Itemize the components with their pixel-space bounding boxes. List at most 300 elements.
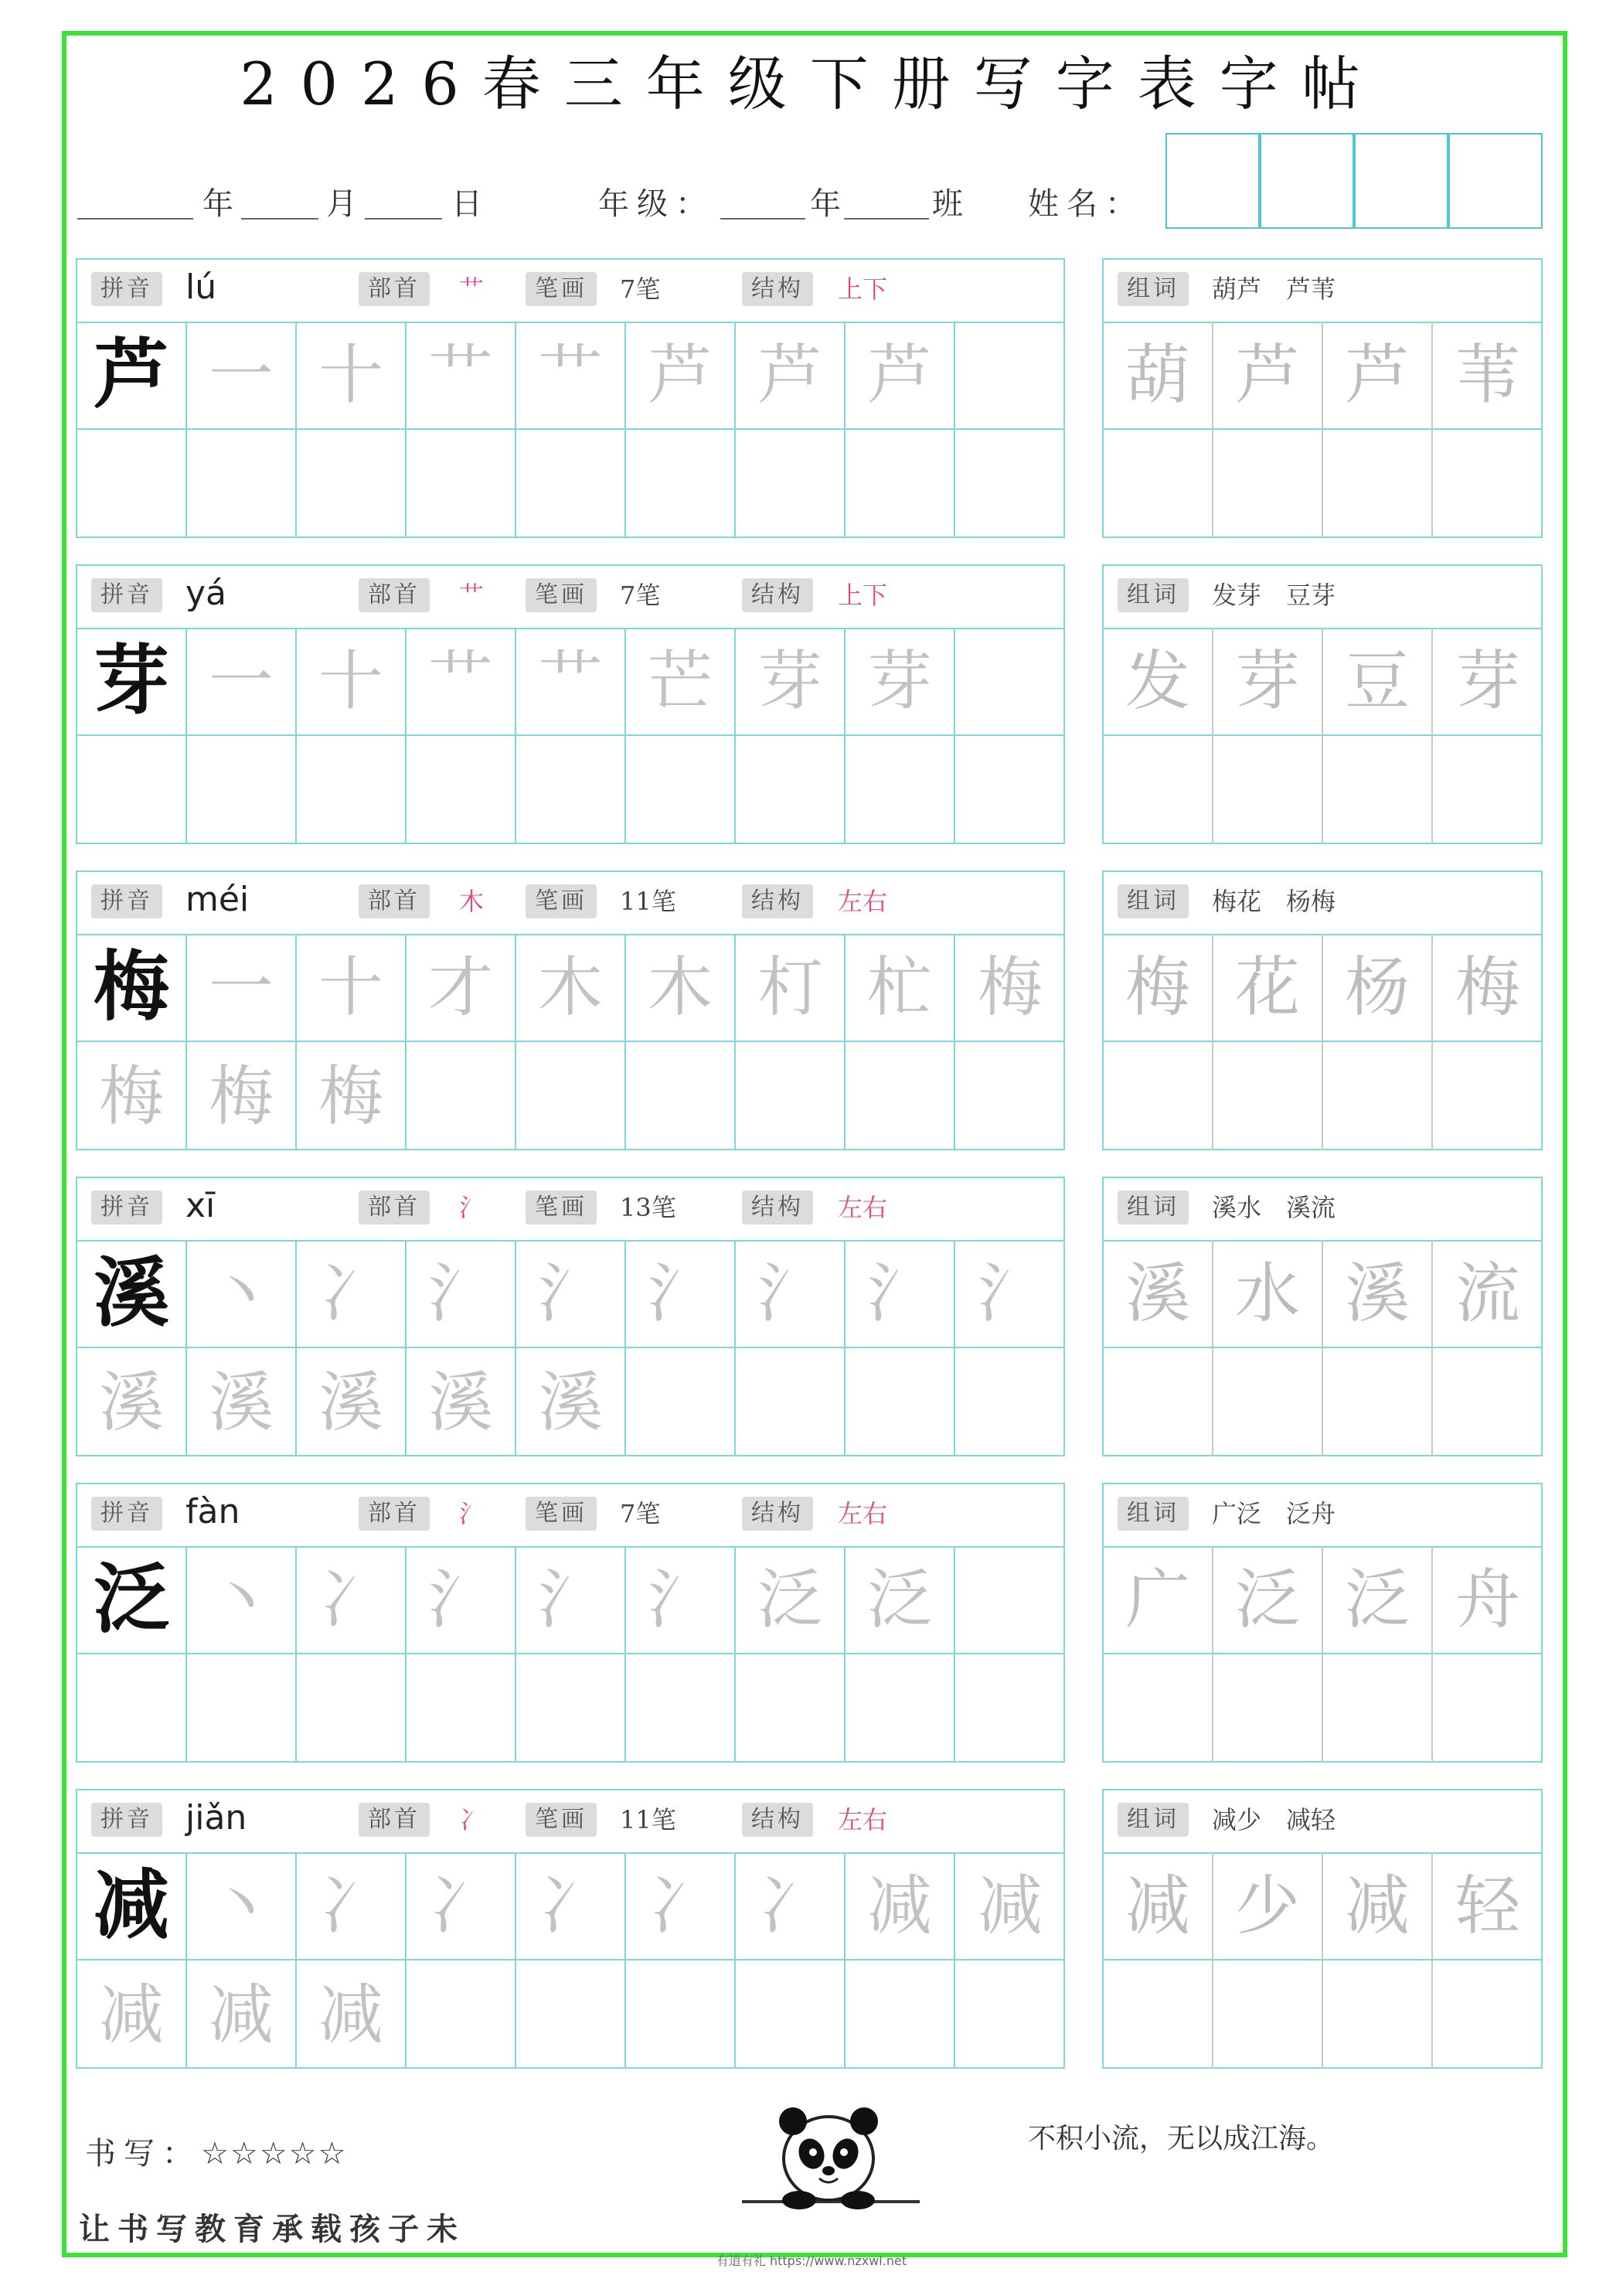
source-line: 有道有礼 https://www.nzxwl.net bbox=[716, 2253, 907, 2268]
radical-tag: 部首 bbox=[359, 1497, 430, 1531]
grid-cell[interactable] bbox=[846, 1042, 955, 1150]
grid-cell[interactable] bbox=[846, 628, 955, 736]
stroke-step: 泛 bbox=[757, 1562, 822, 1637]
grid-cell[interactable] bbox=[736, 1042, 846, 1150]
name-box-4[interactable] bbox=[1448, 133, 1543, 229]
grid-cell[interactable] bbox=[187, 934, 297, 1042]
strokes-value: 13笔 bbox=[620, 1193, 676, 1222]
grid-cell[interactable] bbox=[1104, 934, 1213, 1042]
stroke-step: 氵 bbox=[977, 1255, 1043, 1331]
class-label: 班 bbox=[932, 186, 963, 222]
grid-cell[interactable] bbox=[407, 1654, 516, 1763]
words-value: 梅花 杨梅 bbox=[1212, 887, 1336, 916]
grid-cell[interactable] bbox=[297, 1240, 407, 1348]
grid-cell[interactable] bbox=[1433, 1960, 1543, 2069]
grid-cell[interactable] bbox=[407, 628, 516, 736]
grid-cell[interactable] bbox=[77, 322, 187, 430]
stroke-step: 芽 bbox=[866, 643, 932, 719]
grid-cell[interactable] bbox=[297, 934, 407, 1042]
word-character: 溪 bbox=[1344, 1255, 1410, 1331]
grid-cell[interactable] bbox=[1323, 934, 1433, 1042]
stroke-step: 溪 bbox=[537, 1364, 603, 1440]
grid-cell[interactable] bbox=[407, 736, 516, 844]
grid-cell[interactable] bbox=[1213, 1852, 1323, 1960]
grid-cell[interactable] bbox=[1323, 1852, 1433, 1960]
pinyin-tag: 拼音 bbox=[91, 1191, 162, 1225]
word-character: 广 bbox=[1125, 1562, 1190, 1637]
grid-cell[interactable] bbox=[1213, 1042, 1323, 1150]
strokes-tag: 笔画 bbox=[526, 578, 597, 612]
radical-tag: 部首 bbox=[359, 1191, 430, 1225]
structure-tag: 结构 bbox=[742, 1191, 813, 1225]
radical-value: 艹 bbox=[459, 274, 485, 304]
word-character: 葫 bbox=[1125, 337, 1190, 413]
name-box-3[interactable] bbox=[1354, 133, 1448, 229]
grid-cell[interactable] bbox=[626, 1654, 736, 1763]
grid-cell[interactable] bbox=[626, 1546, 736, 1654]
grid-cell[interactable] bbox=[1213, 1654, 1323, 1763]
grid-cell[interactable] bbox=[1323, 430, 1433, 538]
day-blank[interactable] bbox=[365, 218, 442, 220]
word-character: 轻 bbox=[1455, 1868, 1520, 1943]
stroke-step: 减 bbox=[318, 1977, 383, 2052]
stroke-step: 十 bbox=[318, 337, 383, 413]
pinyin-tag: 拼音 bbox=[91, 578, 162, 612]
grid-cell[interactable] bbox=[516, 736, 626, 844]
grid-cell[interactable] bbox=[1104, 1546, 1213, 1654]
grid-cell[interactable] bbox=[1323, 1042, 1433, 1150]
grid-cell[interactable] bbox=[407, 430, 516, 538]
grid-cell[interactable] bbox=[1323, 1240, 1433, 1348]
char-card-header bbox=[77, 1790, 1063, 1854]
char-card-header bbox=[77, 566, 1063, 629]
grid-cell[interactable] bbox=[1213, 934, 1323, 1042]
grid-cell[interactable] bbox=[187, 1852, 297, 1960]
grid-cell[interactable] bbox=[1213, 1546, 1323, 1654]
strokes-tag: 笔画 bbox=[526, 1497, 597, 1531]
words-tag: 组词 bbox=[1118, 1803, 1189, 1837]
grid-cell[interactable] bbox=[1433, 1654, 1543, 1763]
char-card-0 bbox=[76, 258, 1065, 538]
stroke-step: 才 bbox=[427, 949, 493, 1025]
strokes-value: 11笔 bbox=[620, 887, 676, 916]
grid-cell[interactable] bbox=[1104, 430, 1213, 538]
pinyin-value: yá bbox=[185, 574, 227, 613]
grid-cell[interactable] bbox=[77, 430, 187, 538]
stroke-step: 氵 bbox=[757, 1255, 822, 1331]
grade-blank[interactable] bbox=[720, 218, 805, 220]
grid-cell[interactable] bbox=[516, 1654, 626, 1763]
word-character: 舟 bbox=[1455, 1562, 1520, 1637]
word-card-4 bbox=[1102, 1483, 1543, 1763]
word-card-header bbox=[1104, 566, 1541, 629]
word-character: 芦 bbox=[1234, 337, 1300, 413]
grid-cell[interactable] bbox=[955, 934, 1065, 1042]
grid-cell[interactable] bbox=[297, 1960, 407, 2069]
grade-label: 年级： bbox=[598, 186, 714, 222]
grid-cell[interactable] bbox=[407, 1240, 516, 1348]
motto: 不积小流，无以成江海。 bbox=[1028, 2123, 1335, 2155]
radical-value: 氵 bbox=[459, 1193, 485, 1222]
grid-cell[interactable] bbox=[846, 1546, 955, 1654]
grid-cell[interactable] bbox=[187, 1654, 297, 1763]
grid-cell[interactable] bbox=[516, 1348, 626, 1456]
stroke-step: 丶 bbox=[208, 1255, 274, 1331]
grid-cell[interactable] bbox=[297, 1852, 407, 1960]
word-card-3 bbox=[1102, 1177, 1543, 1456]
grid-cell[interactable] bbox=[516, 1546, 626, 1654]
grid-cell[interactable] bbox=[187, 1348, 297, 1456]
grid-cell[interactable] bbox=[187, 736, 297, 844]
words-tag: 组词 bbox=[1118, 884, 1189, 918]
stroke-step: 一 bbox=[208, 949, 274, 1025]
grid-cell[interactable] bbox=[187, 628, 297, 736]
name-box-2[interactable] bbox=[1260, 133, 1354, 229]
word-card-header bbox=[1104, 260, 1541, 323]
grid-cell[interactable] bbox=[1433, 1240, 1543, 1348]
grid-cell[interactable] bbox=[407, 1960, 516, 2069]
grid-cell[interactable] bbox=[626, 430, 736, 538]
grid-cell[interactable] bbox=[1433, 1852, 1543, 1960]
grid-cell[interactable] bbox=[1323, 1546, 1433, 1654]
stroke-step: 溪 bbox=[427, 1364, 493, 1440]
grid-cell[interactable] bbox=[1323, 628, 1433, 736]
grid-cell[interactable] bbox=[736, 1852, 846, 1960]
grid-cell[interactable] bbox=[1323, 1654, 1433, 1763]
stroke-step: 芽 bbox=[757, 643, 822, 719]
year-blank[interactable] bbox=[77, 218, 193, 220]
stroke-step: 梅 bbox=[977, 949, 1043, 1025]
grid-cell[interactable] bbox=[1433, 628, 1543, 736]
grid-cell[interactable] bbox=[187, 1240, 297, 1348]
grid-cell[interactable] bbox=[1104, 1852, 1213, 1960]
grid-cell[interactable] bbox=[77, 1546, 187, 1654]
words-value: 发芽 豆芽 bbox=[1212, 581, 1336, 610]
grid-cell[interactable] bbox=[846, 1960, 955, 2069]
grid-cell[interactable] bbox=[1213, 628, 1323, 736]
radical-value: 木 bbox=[459, 887, 485, 916]
grid-cell[interactable] bbox=[1104, 1348, 1213, 1456]
grid-cell[interactable] bbox=[1213, 1960, 1323, 2069]
grid-cell[interactable] bbox=[187, 322, 297, 430]
grid-cell[interactable] bbox=[516, 1042, 626, 1150]
pinyin-tag: 拼音 bbox=[91, 884, 162, 918]
pinyin-value: jiǎn bbox=[185, 1798, 247, 1838]
writing-rating-label: 书写：☆☆☆☆☆ bbox=[85, 2136, 348, 2172]
grid-cell[interactable] bbox=[407, 1852, 516, 1960]
model-character: 泛 bbox=[93, 1555, 169, 1644]
grid-cell[interactable] bbox=[955, 430, 1065, 538]
grid-cell[interactable] bbox=[77, 1654, 187, 1763]
char-card-3 bbox=[76, 1177, 1065, 1456]
grid-cell[interactable] bbox=[736, 322, 846, 430]
month-blank[interactable] bbox=[241, 218, 318, 220]
grid-cell[interactable] bbox=[77, 736, 187, 844]
words-value: 葫芦 芦苇 bbox=[1212, 274, 1336, 304]
structure-value: 左右 bbox=[838, 1805, 888, 1834]
grid-cell[interactable] bbox=[297, 322, 407, 430]
grid-cell[interactable] bbox=[1323, 1348, 1433, 1456]
stroke-step: 氵 bbox=[427, 1255, 493, 1331]
char-card-4 bbox=[76, 1483, 1065, 1763]
month-label: 月 bbox=[326, 186, 357, 222]
grid-cell[interactable] bbox=[736, 1348, 846, 1456]
grid-cell[interactable] bbox=[1433, 934, 1543, 1042]
char-card-1 bbox=[76, 564, 1065, 844]
strokes-tag: 笔画 bbox=[526, 884, 597, 918]
grid-cell[interactable] bbox=[77, 628, 187, 736]
grid-cell[interactable] bbox=[955, 322, 1065, 430]
radical-tag: 部首 bbox=[359, 1803, 430, 1837]
grid-cell[interactable] bbox=[626, 628, 736, 736]
grid-cell[interactable] bbox=[846, 736, 955, 844]
grid-cell[interactable] bbox=[516, 1960, 626, 2069]
stroke-step: 一 bbox=[208, 337, 274, 413]
grid-cell[interactable] bbox=[516, 1852, 626, 1960]
grid-cell[interactable] bbox=[1323, 1960, 1433, 2069]
strokes-value: 11笔 bbox=[620, 1805, 676, 1834]
words-tag: 组词 bbox=[1118, 1497, 1189, 1531]
radical-value: 艹 bbox=[459, 581, 485, 610]
rating-stars[interactable]: ☆☆☆☆☆ bbox=[201, 2136, 348, 2172]
word-character: 减 bbox=[1125, 1868, 1190, 1943]
char-card-header bbox=[77, 260, 1063, 323]
structure-value: 上下 bbox=[838, 274, 888, 304]
word-card-header bbox=[1104, 1178, 1541, 1242]
grid-cell[interactable] bbox=[77, 1042, 187, 1150]
word-character: 花 bbox=[1234, 949, 1300, 1025]
grid-cell[interactable] bbox=[955, 1348, 1065, 1456]
grid-cell[interactable] bbox=[736, 1546, 846, 1654]
grid-cell[interactable] bbox=[1213, 736, 1323, 844]
grid-cell[interactable] bbox=[736, 1240, 846, 1348]
grid-cell[interactable] bbox=[846, 322, 955, 430]
grid-cell[interactable] bbox=[1433, 1546, 1543, 1654]
grid-cell[interactable] bbox=[77, 1240, 187, 1348]
words-value: 减少 减轻 bbox=[1212, 1805, 1336, 1834]
structure-value: 左右 bbox=[838, 1499, 888, 1528]
word-character: 梅 bbox=[1125, 949, 1190, 1025]
stroke-step: 氵 bbox=[427, 1562, 493, 1637]
grid-cell[interactable] bbox=[1323, 736, 1433, 844]
char-card-header bbox=[77, 1178, 1063, 1242]
grid-cell[interactable] bbox=[187, 430, 297, 538]
grid-cell[interactable] bbox=[846, 430, 955, 538]
stroke-step: 冫 bbox=[318, 1255, 383, 1331]
grid-cell[interactable] bbox=[736, 934, 846, 1042]
stroke-step: 减 bbox=[866, 1868, 932, 1943]
model-character: 溪 bbox=[93, 1248, 169, 1337]
words-tag: 组词 bbox=[1118, 272, 1189, 306]
word-character: 泛 bbox=[1234, 1562, 1300, 1637]
class-blank[interactable] bbox=[844, 218, 929, 220]
radical-tag: 部首 bbox=[359, 578, 430, 612]
word-card-0 bbox=[1102, 258, 1543, 538]
word-character: 溪 bbox=[1125, 1255, 1190, 1331]
stroke-step: 梅 bbox=[318, 1058, 383, 1134]
grid-cell[interactable] bbox=[407, 1348, 516, 1456]
pinyin-value: xī bbox=[185, 1186, 216, 1225]
radical-value: 冫 bbox=[459, 1805, 485, 1834]
grid-cell[interactable] bbox=[1213, 430, 1323, 538]
grid-cell[interactable] bbox=[1323, 322, 1433, 430]
stroke-step: 芦 bbox=[866, 337, 932, 413]
stroke-step: 泛 bbox=[866, 1562, 932, 1637]
grid-cell[interactable] bbox=[736, 1960, 846, 2069]
stroke-step: 艹 bbox=[537, 643, 603, 719]
grid-cell[interactable] bbox=[846, 1240, 955, 1348]
name-box-1[interactable] bbox=[1165, 133, 1260, 229]
structure-tag: 结构 bbox=[742, 884, 813, 918]
structure-value: 左右 bbox=[838, 887, 888, 916]
grid-cell[interactable] bbox=[846, 1654, 955, 1763]
grid-cell[interactable] bbox=[516, 430, 626, 538]
grid-cell[interactable] bbox=[1433, 430, 1543, 538]
word-card-header bbox=[1104, 1790, 1541, 1854]
stroke-step: 艹 bbox=[427, 337, 493, 413]
structure-value: 左右 bbox=[838, 1193, 888, 1222]
grid-cell[interactable] bbox=[1433, 322, 1543, 430]
word-card-2 bbox=[1102, 870, 1543, 1150]
grid-cell[interactable] bbox=[516, 628, 626, 736]
grid-cell[interactable] bbox=[1104, 1654, 1213, 1763]
stroke-step: 氵 bbox=[647, 1562, 713, 1637]
grid-cell[interactable] bbox=[955, 1960, 1065, 2069]
grid-cell[interactable] bbox=[846, 1348, 955, 1456]
grid-cell[interactable] bbox=[77, 1348, 187, 1456]
word-character: 发 bbox=[1125, 643, 1190, 719]
structure-value: 上下 bbox=[838, 581, 888, 610]
grid-cell[interactable] bbox=[955, 736, 1065, 844]
grid-cell[interactable] bbox=[955, 1852, 1065, 1960]
word-character: 芽 bbox=[1234, 643, 1300, 719]
grid-cell[interactable] bbox=[1104, 1960, 1213, 2069]
grid-cell[interactable] bbox=[77, 934, 187, 1042]
grid-cell[interactable] bbox=[516, 322, 626, 430]
day-label: 日 bbox=[451, 186, 482, 222]
grid-cell[interactable] bbox=[407, 322, 516, 430]
word-character: 芦 bbox=[1344, 337, 1410, 413]
grid-cell[interactable] bbox=[626, 1348, 736, 1456]
grid-cell[interactable] bbox=[516, 1240, 626, 1348]
pinyin-value: lú bbox=[185, 267, 217, 307]
grid-cell[interactable] bbox=[736, 628, 846, 736]
grid-cell[interactable] bbox=[1104, 322, 1213, 430]
grid-cell[interactable] bbox=[626, 736, 736, 844]
grid-cell[interactable] bbox=[516, 934, 626, 1042]
grid-cell[interactable] bbox=[407, 1042, 516, 1150]
word-character: 芽 bbox=[1455, 643, 1520, 719]
grid-cell[interactable] bbox=[297, 736, 407, 844]
word-character: 流 bbox=[1455, 1255, 1520, 1331]
stroke-step: 冫 bbox=[537, 1868, 603, 1943]
grid-cell[interactable] bbox=[297, 1546, 407, 1654]
model-character: 梅 bbox=[93, 942, 169, 1031]
stroke-step: 梅 bbox=[98, 1058, 164, 1134]
word-character: 水 bbox=[1234, 1255, 1300, 1331]
char-card-5 bbox=[76, 1789, 1065, 2069]
stroke-step: 氵 bbox=[647, 1255, 713, 1331]
grade-unit-label: 年 bbox=[810, 186, 841, 222]
grid-cell[interactable] bbox=[407, 1546, 516, 1654]
stroke-step: 冫 bbox=[757, 1868, 822, 1943]
grid-cell[interactable] bbox=[187, 1042, 297, 1150]
grid-cell[interactable] bbox=[1213, 322, 1323, 430]
stroke-step: 丶 bbox=[208, 1562, 274, 1637]
strokes-tag: 笔画 bbox=[526, 1191, 597, 1225]
model-character: 芽 bbox=[93, 636, 169, 725]
grid-cell[interactable] bbox=[626, 1852, 736, 1960]
grid-cell[interactable] bbox=[955, 1042, 1065, 1150]
grid-cell[interactable] bbox=[955, 1240, 1065, 1348]
grid-cell[interactable] bbox=[1104, 736, 1213, 844]
grid-cell[interactable] bbox=[955, 628, 1065, 736]
grid-cell[interactable] bbox=[1433, 1348, 1543, 1456]
grid-cell[interactable] bbox=[297, 1654, 407, 1763]
grid-cell[interactable] bbox=[626, 1042, 736, 1150]
grid-cell[interactable] bbox=[846, 1852, 955, 1960]
structure-tag: 结构 bbox=[742, 1497, 813, 1531]
structure-tag: 结构 bbox=[742, 578, 813, 612]
grid-cell[interactable] bbox=[1104, 1042, 1213, 1150]
word-character: 梅 bbox=[1455, 949, 1520, 1025]
grid-cell[interactable] bbox=[626, 934, 736, 1042]
grid-cell[interactable] bbox=[187, 1960, 297, 2069]
stroke-step: 溪 bbox=[98, 1364, 164, 1440]
grid-cell[interactable] bbox=[297, 1042, 407, 1150]
grid-cell[interactable] bbox=[297, 430, 407, 538]
word-card-5 bbox=[1102, 1789, 1543, 2069]
stroke-step: 冫 bbox=[318, 1868, 383, 1943]
word-card-header bbox=[1104, 872, 1541, 935]
stroke-step: 艹 bbox=[427, 643, 493, 719]
word-card-header bbox=[1104, 1484, 1541, 1548]
grid-cell[interactable] bbox=[846, 934, 955, 1042]
grid-cell[interactable] bbox=[736, 736, 846, 844]
grid-cell[interactable] bbox=[77, 1852, 187, 1960]
grid-cell[interactable] bbox=[955, 1546, 1065, 1654]
stroke-step: 减 bbox=[98, 1977, 164, 2052]
grid-cell[interactable] bbox=[626, 1240, 736, 1348]
grid-cell[interactable] bbox=[955, 1654, 1065, 1763]
grid-cell[interactable] bbox=[626, 322, 736, 430]
slogan: 让书写教育承载孩子未 bbox=[79, 2211, 465, 2247]
strokes-tag: 笔画 bbox=[526, 1803, 597, 1837]
grid-cell[interactable] bbox=[1213, 1348, 1323, 1456]
grid-cell[interactable] bbox=[407, 934, 516, 1042]
stroke-step: 减 bbox=[977, 1868, 1043, 1943]
grid-cell[interactable] bbox=[1213, 1240, 1323, 1348]
grid-cell[interactable] bbox=[77, 1960, 187, 2069]
stroke-step: 芦 bbox=[647, 337, 713, 413]
grid-cell[interactable] bbox=[297, 1348, 407, 1456]
word-character: 泛 bbox=[1344, 1562, 1410, 1637]
grid-cell[interactable] bbox=[1433, 1042, 1543, 1150]
stroke-step: 丶 bbox=[208, 1868, 274, 1943]
grid-cell[interactable] bbox=[187, 1546, 297, 1654]
grid-cell[interactable] bbox=[736, 1654, 846, 1763]
grid-cell[interactable] bbox=[626, 1960, 736, 2069]
grid-cell[interactable] bbox=[297, 628, 407, 736]
grid-cell[interactable] bbox=[1104, 1240, 1213, 1348]
grid-cell[interactable] bbox=[736, 430, 846, 538]
stroke-step: 氵 bbox=[866, 1255, 932, 1331]
grid-cell[interactable] bbox=[1433, 736, 1543, 844]
stroke-step: 芒 bbox=[647, 643, 713, 719]
pinyin-tag: 拼音 bbox=[91, 1497, 162, 1531]
strokes-value: 7笔 bbox=[620, 274, 661, 304]
grid-cell[interactable] bbox=[1104, 628, 1213, 736]
